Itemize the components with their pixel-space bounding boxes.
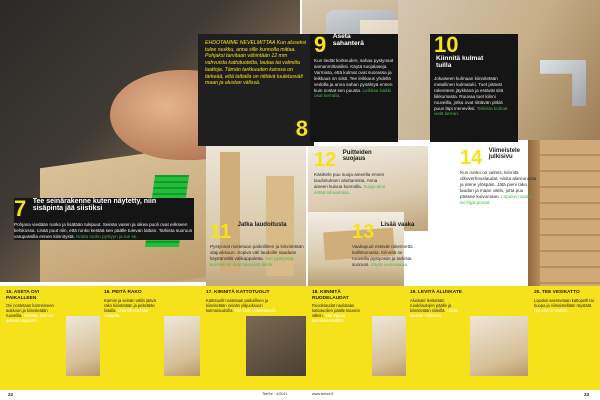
step-9	[310, 34, 398, 142]
metal-bracket	[540, 60, 586, 106]
running-footer-right: www.teese.fi	[312, 392, 334, 396]
step-12	[314, 150, 390, 196]
strip-photo-18	[372, 316, 406, 376]
strip-item-19	[410, 290, 466, 318]
step-title: Jatka laudoitusta	[237, 222, 287, 228]
step-title: Puitteiden suojaus	[342, 150, 372, 163]
strip-heading: 18. KIINNITÄ RUODELAUDAT	[312, 290, 349, 301]
step-number: 13	[352, 221, 375, 243]
strip-heading: 16. PEITÄ RAKO	[104, 290, 142, 295]
strip-item-17	[206, 290, 284, 313]
strip-item-15	[6, 290, 62, 324]
bottom-strip	[0, 286, 600, 390]
strip-heading: 20. TEE VESIKATTO	[534, 290, 580, 295]
strip-body: Aluskate levitetään ruodelautojen päälle ja kiinnitetään niiteillä. Limitä saumat riittävästi.	[410, 297, 458, 318]
step-body: Käsittele puu suoja-aineella ennen laudoituksen aloittamista. Anna aineen kuivua kunnolla. Suoja-aine estää lahoamista.	[314, 172, 386, 195]
step-body: Jokaiseen kulmaan kiinnitetään metallinen kulmatuki. Tuet pitävät rakenteen jäykkänä ja estävät sitä liikkumasta. Ruuvaa tuet kiinni ruuveilla, jotka ovat riittävän pitkiä puun läpi meneviksi. Tarkista kulmat vielä kerran.	[434, 76, 508, 117]
step-title: Aseta sahanterä	[332, 33, 364, 47]
step-body: Pystyosat nostetaan paikoilleen ja kiinnitetään alajuoksuun. Sopiva väli laudoille saadaan käyttämällä välikappaletta. Tue pystyosat, kunnes ne ovat tukevasti kiinni.	[210, 244, 304, 267]
step-13	[352, 222, 418, 268]
running-footer-left: TeeSe · 4/2011	[262, 392, 288, 396]
step-number: 12	[314, 149, 337, 171]
strip-heading: 17. KIINNITÄ KATTOTUOLIT	[206, 290, 270, 295]
strip-body: Karmin ja seinän väliin jäävä rako tiivistetään ja peitetään listalla. Lista kiinnitetään nauloilla.	[104, 297, 156, 318]
step-title: Kiinnitä kulmat tuilla	[436, 55, 484, 69]
strip-photo-17	[246, 316, 306, 376]
step-number: 9	[314, 32, 327, 57]
step-10	[430, 34, 518, 142]
page-number-right: 23	[584, 392, 590, 397]
strip-body: Ruodelaudat naulataan kattotuolien päälle tasaisin välein. Väli riippuu katemateriaalista.	[312, 303, 361, 324]
step-title: Viimeistele julkisivu	[488, 148, 520, 161]
step-number: 11	[210, 221, 232, 243]
strip-item-18	[312, 290, 368, 324]
page-number-left: 22	[8, 392, 14, 397]
strip-body: Lopuksi asennetaan kattopelti tai huopa ja viimeistellään räystäät. Nyt vaja on valmis.	[534, 297, 594, 313]
strip-photo-16	[164, 316, 200, 376]
tip-callout	[198, 34, 314, 146]
step-title: Lisää vaaka	[380, 222, 415, 228]
strip-body: Kattotuolit nostetaan paikoilleen ja kiinnitetään seinän yläjuoksuun kulmaraudoilla. Tue tuolit väliaikaisesti.	[206, 297, 277, 313]
strip-item-20	[534, 290, 594, 313]
step-body: Kun runko on valmis, kiinnitä ulkoverhouslaudat. Aloita alareunasta ja etene ylöspäin. Jätä pieni rako laudan ja maan väliin, jotta puu pääsee kuivumaan. Lopuksi maalaa tai öljyä pinnat.	[460, 170, 537, 205]
step-body: Pohjana viedään runko ja lisätään tukipuut. Seinän vasen ja oikea puoli ovat erikseen kehikossa. Lisää puut niin, että runko kestää sen päälle tulevan lattian. Tarkista suoruus vatupassilla ennen kiinnitystä. Nosta runko pystyyn ja tue se.	[14, 222, 193, 239]
step-number: 10	[434, 32, 459, 57]
step-14	[460, 148, 538, 205]
callout-text: EHDOTAMME NEVELMITTAA Kun aluseksi tulee ruukku, anna sille kunnolla mittaa. Pohjaksi tarvitaan vähintään 12 mm vahvuista kattotuotetta, lautaa tai valmiita laattoja. Tämän tarkkuuden kanssa on tärkeää, että lattialla on riittävä tuuletusväli maan ja alustan välissä.	[205, 40, 307, 87]
strip-photo-19	[470, 316, 528, 376]
strip-photo-15	[66, 316, 100, 376]
step-body: Vaakapuut estävät rakennetta kallistumasta. Kiinnitä ne ruuveilla pystyosiin ja tarkista suoruus. Käytä vesivaakaa.	[352, 244, 413, 267]
strip-heading: 15. ASETA OVI PAIKALLEEN	[6, 290, 40, 301]
step-title: Tee seinärakenne kuten näytetty, niin sisäpinta jää siistiksi	[32, 198, 157, 213]
step-11	[210, 222, 306, 268]
step-body: Kun tiedät korkeuden, sahaa pystyosat samanmittaisiksi. Käytä suojalaseja. Varmista, että kulmat ovat suorassa ja leikkaus on siisti. Tee leikkaus yhdellä vedolla ja anna sahan pysähtyä ennen kuin nostat sen puusta. Leikkaa kaikki osat kerralla.	[314, 58, 394, 99]
strip-item-16	[104, 290, 160, 318]
siding-photo	[540, 140, 600, 292]
step-7	[14, 198, 194, 240]
strip-body: Ovi nostetaan karmeineen aukkoon ja kiinnitetään ruuveilla. Tarkista, että ovi aukeaa vapaasti.	[6, 303, 54, 324]
strip-heading: 19. LEVITÄ ALUSKATE	[410, 290, 462, 295]
step-number: 14	[460, 147, 483, 169]
step-number: 7	[14, 196, 27, 221]
step-number: 8	[295, 116, 308, 141]
